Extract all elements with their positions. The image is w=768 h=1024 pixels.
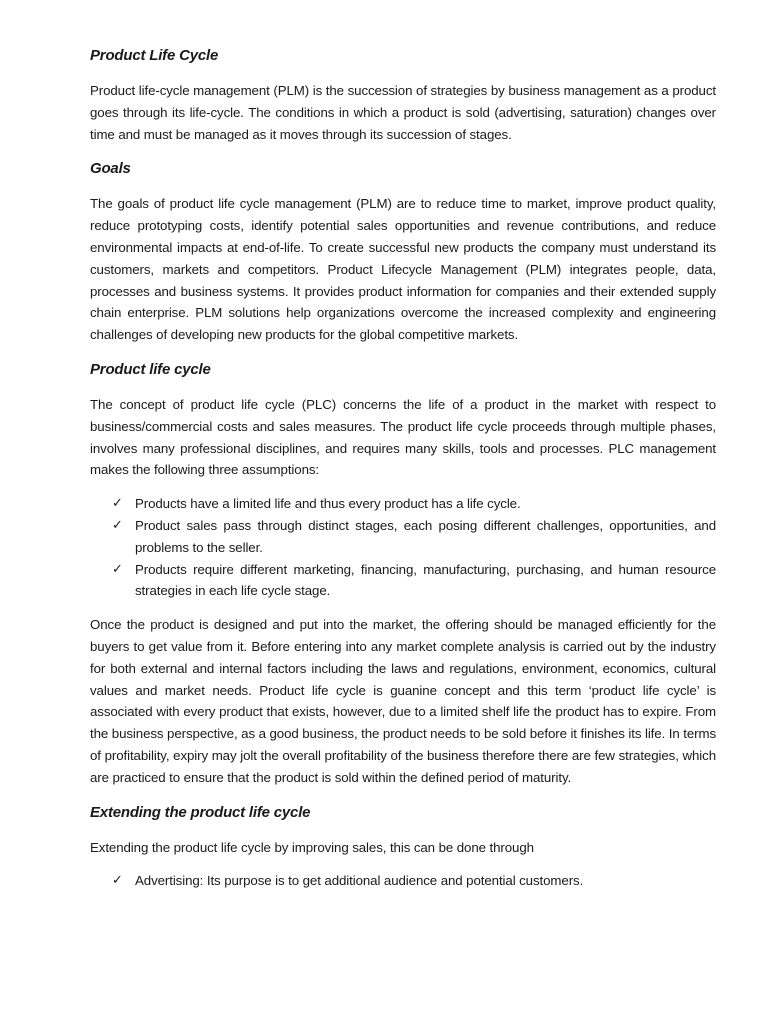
heading-extending-life-cycle: Extending the product life cycle: [90, 803, 311, 821]
heading-goals: Goals: [90, 160, 131, 178]
list-item-text: Advertising: Its purpose is to get additional audience and potential customers.: [135, 873, 584, 889]
paragraph-product-market: Once the product is designed and put into the market, the offering should be managed efficiently for the buyers to get value from it. Before entering into any market complete analysis is carried out by the industry for both external and internal factors including the laws and regulations, environment, economics, cultural values and market needs. Product life cycle is guanine concept and this term ‘product life cycle’ is associated with every product that exists, however, due to a limited shelf life the product has to expire. From the business perspective, as a good business, the product needs to be sold before it finishes its life. In terms of profitability, expiry may jolt the overall profitability of the business therefore there are few strategies, which are practiced to ensure that the product is sold within the defined period of maturity.: [90, 617, 716, 785]
checkmark-icon: ✓: [112, 561, 123, 577]
heading-product-life-cycle-concept: Product life cycle: [90, 360, 211, 378]
paragraph-plc-concept: The concept of product life cycle (PLC) concerns the life of a product in the market with respect to business/commercial costs and sales measures. The product life cycle proceeds through multiple phases, involves many professional disciplines, and requires many skills, tools and processes. PLC management makes the following three assumptions:: [90, 396, 716, 478]
list-item-text: Product sales pass through distinct stages, each posing different challenges, opportunities, and problems to the seller.: [135, 517, 716, 555]
assumptions-list: [90, 493, 716, 602]
list-item: [112, 493, 716, 515]
heading-product-life-cycle: Product Life Cycle: [90, 47, 219, 64]
checkmark-icon: ✓: [112, 517, 123, 533]
list-item-text: Products require different marketing, financing, manufacturing, purchasing, and human resource strategies in each life cycle stage.: [135, 561, 716, 599]
list-item: [112, 870, 716, 892]
list-item: [112, 559, 716, 603]
list-item-text: Products have a limited life and thus every product has a life cycle.: [135, 496, 521, 512]
extending-list: [90, 870, 716, 892]
list-item: [112, 515, 716, 559]
paragraph-plm-intro: Product life-cycle management (PLM) is the succession of strategies by business management as a product goes through its life-cycle. The conditions in which a product is sold (advertising, saturation) changes over time and must be managed as it moves through its succession of stages.: [90, 83, 716, 142]
checkmark-icon: ✓: [112, 873, 123, 889]
checkmark-icon: ✓: [112, 496, 123, 512]
document-page: [90, 44, 716, 892]
paragraph-goals: The goals of product life cycle management (PLM) are to reduce time to market, improve product quality, reduce prototyping costs, identify potential sales opportunities and revenue contributions, and reduce environmental impacts at end-of-life. To create successful new products the company must understand its customers, markets and competitors. Product Lifecycle Management (PLM) integrates people, data, processes and business systems. It provides product information for companies and their extended supply chain enterprise. PLM solutions help organizations overcome the increased complexity and engineering challenges of developing new products for the global competitive markets.: [90, 196, 716, 343]
paragraph-extending: Extending the product life cycle by improving sales, this can be done through: [90, 839, 534, 855]
